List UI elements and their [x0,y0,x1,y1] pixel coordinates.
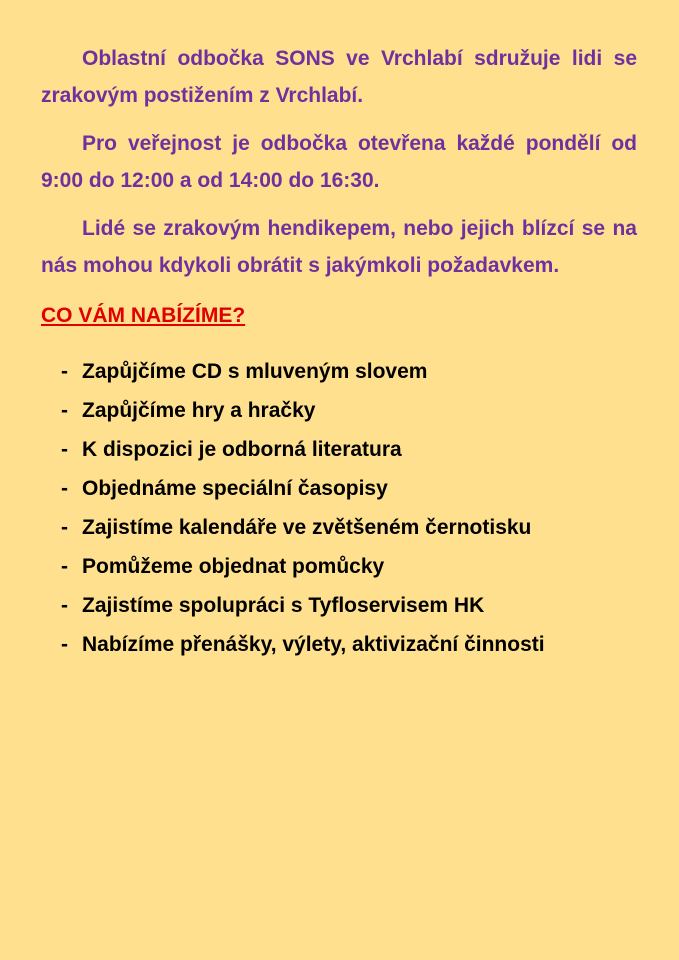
bullet-dash: - [61,360,68,383]
bullet-dash: - [61,438,68,461]
list-item [41,549,637,585]
list-item [41,627,637,663]
list-item-text: Zajistíme spolupráci s Tyfloservisem HK [82,594,485,617]
opening-hours-paragraph: Pro veřejnost je odbočka otevřena každé pondělí od 9:00 do 12:00 a od 14:00 do 16:30. [41,132,637,192]
list-item [41,432,637,468]
offers-list [41,354,637,663]
list-item [41,588,637,624]
bullet-dash: - [61,399,68,422]
list-item-text: Zapůjčíme CD s mluveným slovem [82,360,428,383]
bullet-dash: - [61,594,68,617]
list-item [41,510,637,546]
list-item-text: Zajistíme kalendáře ve zvětšeném černotisku [82,516,532,539]
contact-paragraph: Lidé se zrakovým hendikepem, nebo jejich blízcí se na nás mohou kdykoli obrátit s jakýmkoli požadavkem. [41,217,637,277]
list-item-text: Pomůžeme objednat pomůcky [82,555,385,578]
list-item-text: Zapůjčíme hry a hračky [82,399,316,422]
list-item [41,393,637,429]
offers-heading: CO VÁM NABÍZÍME? [41,304,246,327]
list-item [41,471,637,507]
bullet-dash: - [61,555,68,578]
bullet-dash: - [61,477,68,500]
bullet-dash: - [61,516,68,539]
list-item-text: Nabízíme přenášky, výlety, aktivizační činnosti [82,633,545,656]
list-item-text: Objednáme speciální časopisy [82,477,388,500]
bullet-dash: - [61,633,68,656]
list-item-text: K dispozici je odborná literatura [82,438,402,461]
intro-paragraph-1: Oblastní odbočka SONS ve Vrchlabí sdružuje lidi se zrakovým postižením z Vrchlabí. [41,47,637,107]
list-item [41,354,637,390]
